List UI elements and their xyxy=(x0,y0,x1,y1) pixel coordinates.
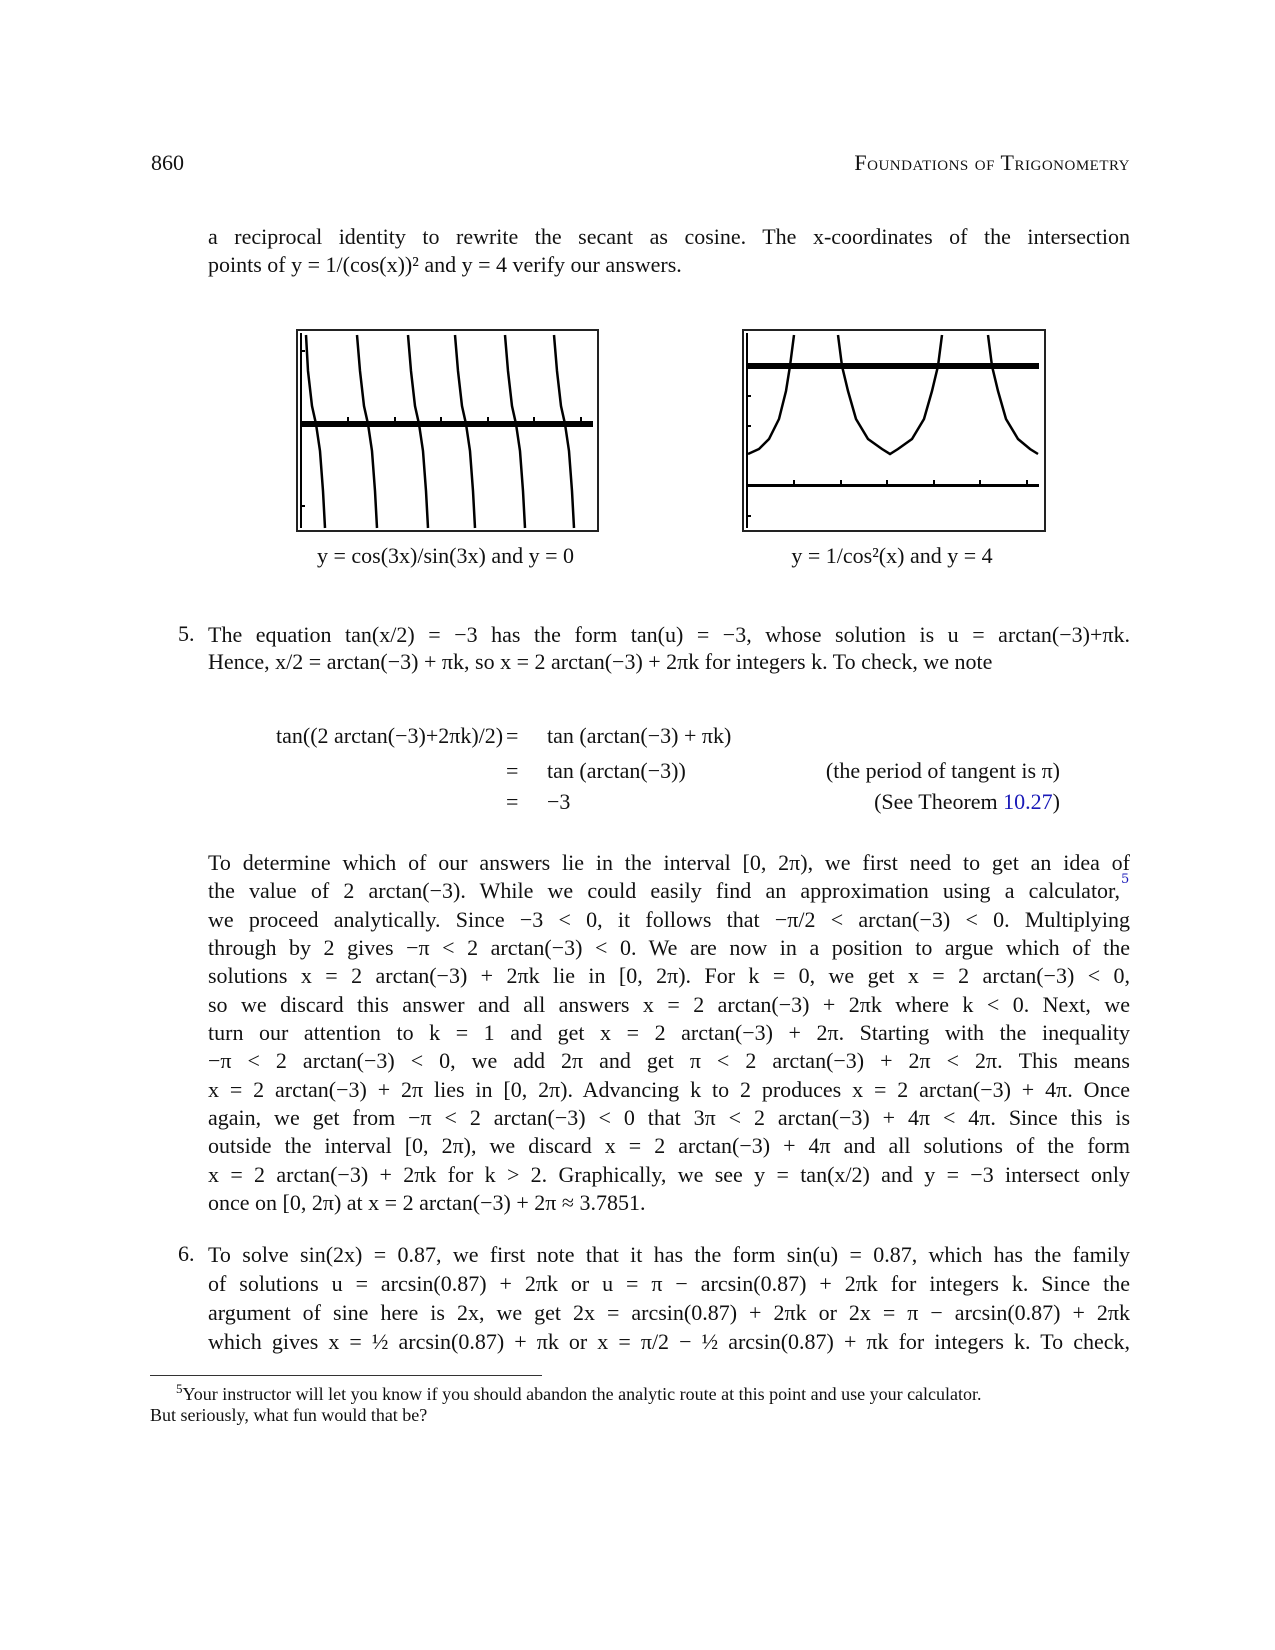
intro-line-2: points of y = 1/(cos(x))² and y = 4 verify our answers. xyxy=(208,252,682,277)
footnote-rule xyxy=(150,1375,542,1376)
para-line-11: outside the interval [0, 2π), we discard x = 2 arctan(−3) + 4π and all solutions of the form xyxy=(208,1133,1130,1158)
footnote-text-1: Your instructor will let you know if you should abandon the analytic route at this point and use your calculator. xyxy=(182,1384,982,1404)
para-line-12: x = 2 arctan(−3) + 2πk for k > 2. Graphically, we see y = tan(x/2) and y = −3 intersect only xyxy=(208,1162,1130,1187)
figure-sec-caption: y = 1/cos²(x) and y = 4 xyxy=(791,543,993,568)
para-line-1: To determine which of our answers lie in the interval [0, 2π), we first need to get an idea of xyxy=(208,850,1130,875)
sec-plot-svg xyxy=(744,331,1044,530)
para-line-7: turn our attention to k = 1 and get x = 2 arctan(−3) + 2π. Starting with the inequality xyxy=(208,1020,1130,1045)
footnote-number: 5 xyxy=(176,1381,183,1396)
check-rhs-1: tan (arctan(−3) + πk) xyxy=(547,723,732,748)
para-line-3: we proceed analytically. Since −3 < 0, it follows that −π/2 < arctan(−3) < 0. Multiplying xyxy=(208,907,1130,932)
check-lhs: tan((2 arctan(−3)+2πk)/2) xyxy=(276,723,504,748)
item-6-line-4: which gives x = ½ arcsin(0.87) + πk or x = π/2 − ½ arcsin(0.87) + πk for integers k. To check, xyxy=(208,1329,1130,1354)
item-6-line-2: of solutions u = arcsin(0.87) + 2πk or u = π − arcsin(0.87) + 2πk for integers k. Since the xyxy=(208,1271,1130,1296)
check-rel-3: = xyxy=(506,789,519,814)
item-6-number: 6. xyxy=(178,1241,195,1266)
para-line-8: −π < 2 arctan(−3) < 0, we add 2π and get π < 2 arctan(−3) + 2π < 2π. This means xyxy=(208,1048,1130,1073)
item-5-line-1: The equation tan(x/2) = −3 has the form tan(u) = −3, whose solution is u = arctan(−3)+πk. xyxy=(208,622,1130,647)
check-rel-1: = xyxy=(506,723,519,748)
check-note-3 xyxy=(874,789,1060,815)
footnote-line-2: But seriously, what fun would that be? xyxy=(150,1405,428,1425)
item-6-line-3: argument of sine here is 2x, we get 2x = arcsin(0.87) + 2πk or 2x = π − arcsin(0.87) + 2πk xyxy=(208,1300,1130,1325)
cot-plot-svg xyxy=(298,331,597,530)
page-number: 860 xyxy=(151,150,184,175)
theorem-ref-suffix: ) xyxy=(1052,789,1060,814)
check-note-2: (the period of tangent is π) xyxy=(825,758,1060,783)
footnote-line-1 xyxy=(176,1381,982,1405)
item-6-line-1: To solve sin(2x) = 0.87, we first note that it has the form sin(u) = 0.87, which has the family xyxy=(208,1242,1130,1267)
figure-cot-caption: y = cos(3x)/sin(3x) and y = 0 xyxy=(317,543,574,568)
intro-line-1: a reciprocal identity to rewrite the secant as cosine. The x-coordinates of the intersection xyxy=(208,224,1130,249)
figure-cot-graph xyxy=(296,329,599,532)
item-5-number: 5. xyxy=(178,621,195,646)
figure-sec-graph xyxy=(742,329,1046,532)
para-line-6: so we discard this answer and all answers x = 2 arctan(−3) + 2πk where k < 0. Next, we xyxy=(208,992,1130,1017)
para-line-13: once on [0, 2π) at x = 2 arctan(−3) + 2π ≈ 3.7851. xyxy=(208,1190,646,1215)
para-line-5: solutions x = 2 arctan(−3) + 2πk lie in [0, 2π). For k = 0, we get x = 2 arctan(−3) < 0, xyxy=(208,963,1130,988)
check-rhs-2: tan (arctan(−3)) xyxy=(547,758,686,783)
check-rel-2: = xyxy=(506,758,519,783)
theorem-ref-prefix: (See Theorem xyxy=(874,789,1004,814)
theorem-link[interactable]: 10.27 xyxy=(1003,789,1053,814)
running-title: Foundations of Trigonometry xyxy=(854,150,1130,175)
para-line-2: the value of 2 arctan(−3). While we could easily find an approximation using a calculator, xyxy=(208,878,1120,903)
para-line-9: x = 2 arctan(−3) + 2π lies in [0, 2π). Advancing k to 2 produces x = 2 arctan(−3) + 4π. Once xyxy=(208,1077,1130,1102)
para-line-4: through by 2 gives −π < 2 arctan(−3) < 0. We are now in a position to argue which of the xyxy=(208,935,1130,960)
check-rhs-3: −3 xyxy=(547,789,571,814)
footnote-marker-link[interactable]: 5 xyxy=(1121,872,1130,887)
item-5-line-2: Hence, x/2 = arctan(−3) + πk, so x = 2 arctan(−3) + 2πk for integers k. To check, we note xyxy=(208,649,993,674)
para-line-10: again, we get from −π < 2 arctan(−3) < 0 that 3π < 2 arctan(−3) + 4π < 4π. Since this is xyxy=(208,1105,1130,1130)
